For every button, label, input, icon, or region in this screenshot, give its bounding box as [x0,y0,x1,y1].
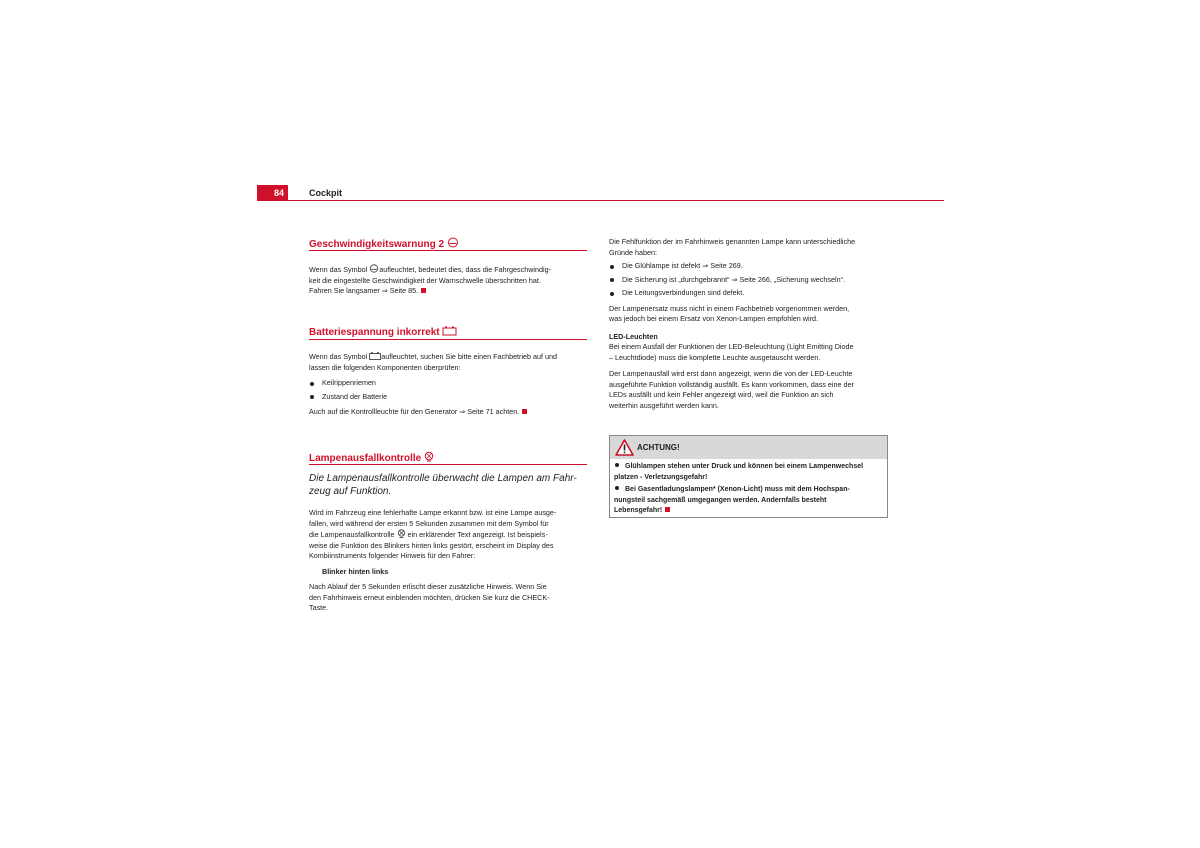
lamp-failure-icon [424,451,434,462]
battery-icon [369,352,381,360]
text-line: Nach Ablauf der 5 Sekunden erlischt dieser zusätzliche Hinweis. Wenn Sie [309,582,547,591]
text-span: aufleuchtet, bedeutet dies, dass die Fahrgeschwindig- [379,265,552,274]
list-item: Die Glühlampe ist defekt ⇒ Seite 269. [609,261,899,272]
text-span: Wenn das Symbol [309,352,368,361]
text-line: Die Fehlfunktion der im Fahrhinweis genannten Lampe kann unterschiedliche [609,237,856,246]
chapter-title: Cockpit [309,188,343,198]
text-line: weiterhin ausgeführt werden kann. [609,400,719,410]
warning-header [610,436,887,459]
subheading: LED-Leuchten [609,331,658,341]
text-line: platzen - Verletzungsgefahr! [614,473,708,481]
warning-box [609,435,888,518]
text-line: was jedoch bei einem Ersatz von Xenon-Lampen empfohlen wird. [609,314,818,323]
text-line: Bei einem Ausfall der Funktionen der LED-Beleuchtung (Light Emitting Diode [609,342,854,351]
text-line: – Leuchtdiode) muss die komplette Leuchte ausgetauscht werden. [609,352,821,362]
text-line: LEDs ausfällt und kein Fehler angezeigt wird, weil die Funktion an sich [609,390,834,399]
text-line: fallen, wird während der ersten 5 Sekunden zusammen mit dem Symbol für [309,518,549,528]
text-span: die Lampenausfallkontrolle [309,530,395,539]
warning-item [614,462,883,473]
battery-text [309,352,589,418]
heading-speed-warning [309,237,459,250]
warning-body [610,459,887,517]
text-span: ein erklärender Text angezeigt. Ist beispiels- [407,530,548,539]
battery-icon [442,326,457,336]
text-line: Die Lampenausfallkontrolle überwacht die Lampen am Fahr- [309,473,577,484]
text-line: nungsteil sachgemäß umgegangen werden. Andernfalls besteht [614,496,827,504]
speed-warning-text [309,264,589,297]
heading-battery-voltage [309,326,457,338]
end-mark [665,507,670,512]
text-line: lassen die folgenden Komponenten überprüfen: [309,362,461,372]
speed-warning-icon [369,264,379,273]
text-line: Kombiinstruments folgender Hinweis für den Fahrer: [309,551,476,560]
list-item: Die Sicherung ist „durchgebrannt“ ⇒ Seite 266, „Sicherung wechseln“. [609,275,899,286]
lamp-failure-icon [397,529,406,538]
text-line: Der Lampenausfall wird erst dann angezeigt, wenn die von der LED-Leuchte [609,369,853,378]
page-number: 84 [257,185,288,201]
text-span: Lebensgefahr! [614,507,663,514]
text-span: Glühlampen stehen unter Druck und können bei einem Lampenwechsel [625,463,864,470]
lamp-failure-text [309,508,594,614]
text-line: Taste. [309,603,329,612]
text-line: weise die Funktion des Blinkers hinten links gestört, erscheint im Display des [309,540,554,550]
text-span: Wenn das Symbol [309,265,368,274]
heading-rule [309,250,587,251]
text-line: ausgeführte Funktion vollständig ausfällt. Es kann vorkommen, dass eine der [609,379,854,389]
speed-warning-icon [447,237,459,248]
header-rule [257,200,944,201]
list-item: Keilrippenriemen [309,378,589,389]
heading-battery-text: Batteriespannung inkorrekt [309,327,440,338]
display-message: Blinker hinten links [322,566,389,576]
warning-item [614,485,883,496]
text-span: Bei Gasentladungslampen* (Xenon-Licht) muss mit dem Hochspan- [625,486,850,493]
text-span: Fahren Sie langsamer ⇒ Seite 85. [309,286,419,295]
warning-triangle-icon [615,439,634,456]
end-mark [522,409,527,414]
text-span: Auch auf die Kontrollleuchte für den Generator ⇒ Seite 71 achten. [309,407,520,416]
text-line: den Fahrhinweis erneut einblenden möchten, drücken Sie kurz die CHECK- [309,592,550,602]
heading-rule [309,464,587,465]
right-column-text [609,237,899,411]
heading-speed-warning-text: Geschwindigkeitswarnung 2 [309,239,445,250]
text-line: Wird im Fahrzeug eine fehlerhafte Lampe erkannt bzw. ist eine Lampe ausge- [309,508,557,517]
text-line: zeug auf Funktion. [309,486,392,497]
end-mark [421,288,426,293]
text-line: Gründe haben: [609,247,657,257]
list-item: Die Leitungsverbindungen sind defekt. [609,288,899,299]
list-item: Zustand der Batterie [309,392,589,403]
lead-text [309,472,594,498]
text-span: aufleuchtet, suchen Sie bitte einen Fachbetrieb auf und [381,352,558,361]
heading-lamp-failure [309,451,434,464]
text-line: keit die eingestellte Geschwindigkeit der Warnschwelle überschritten hat. [309,275,541,285]
heading-lamp-text: Lampenausfallkontrolle [309,453,422,464]
text-line: Der Lampenersatz muss nicht in einem Fachbetrieb vorgenommen werden, [609,303,850,313]
heading-rule [309,339,587,340]
warning-label: ACHTUNG! [637,443,680,452]
